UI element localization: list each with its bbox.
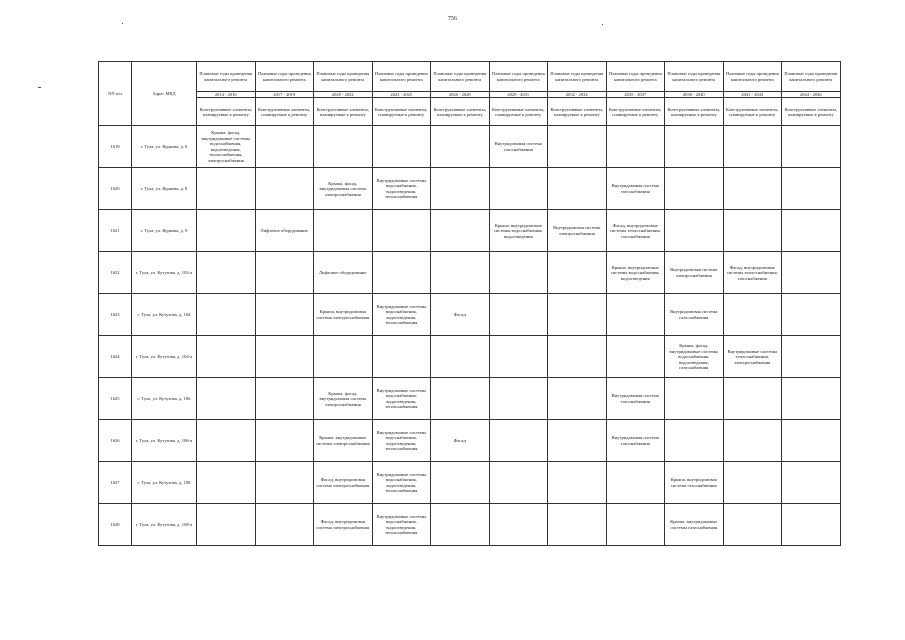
repair-cell	[489, 336, 548, 378]
repair-cell: Крыша, внутридомовая система электроснабжения	[314, 294, 373, 336]
elements-header: Конструктивные элементы, планируемые к ремонту	[606, 98, 665, 126]
repair-cell: Крыша, фасад, внутридомовая система электроснабжения	[314, 168, 373, 210]
period-header: Плановые годы проведения капитального ремонта	[723, 62, 782, 92]
repair-cell: Крыша, внутридомовые системы водоснабжения, водоотведения	[606, 252, 665, 294]
period-header: Плановые годы проведения капитального ремонта	[314, 62, 373, 92]
table-row	[99, 462, 841, 504]
repair-cell: Внутридомовая система газоснабжения	[606, 168, 665, 210]
repair-cell	[489, 294, 548, 336]
repair-cell	[548, 504, 607, 546]
repair-cell: Фасад, внутридомовые системы теплоснабжения, газоснабжения	[723, 252, 782, 294]
period-years: 2020 - 2022	[314, 92, 373, 98]
repair-cell	[431, 378, 490, 420]
period-header: Плановые годы проведения капитального ремонта	[782, 62, 841, 92]
repair-cell	[255, 252, 314, 294]
repair-cell	[489, 168, 548, 210]
repair-cell	[255, 420, 314, 462]
repair-cell	[723, 462, 782, 504]
table-row	[99, 336, 841, 378]
repair-cell	[314, 336, 373, 378]
elements-header: Конструктивные элементы, планируемые к ремонту	[665, 98, 724, 126]
repair-cell	[431, 462, 490, 504]
repair-cell	[548, 378, 607, 420]
period-years: 2026 - 2028	[431, 92, 490, 98]
repair-cell	[197, 168, 256, 210]
repair-cell	[197, 294, 256, 336]
repair-cell	[782, 126, 841, 168]
repair-cell	[548, 336, 607, 378]
repair-cell	[197, 378, 256, 420]
period-years: 2041 - 2043	[723, 92, 782, 98]
table-row	[99, 126, 841, 168]
table-row	[99, 504, 841, 546]
repair-cell	[782, 168, 841, 210]
repair-cell	[548, 462, 607, 504]
repair-cell: Фасад, внутридомовые системы теплоснабжения, газоснабжения	[606, 210, 665, 252]
repair-cell	[197, 420, 256, 462]
repair-cell	[489, 462, 548, 504]
period-years: 2035 - 2037	[606, 92, 665, 98]
repair-cell	[548, 126, 607, 168]
period-years: 2029 - 2031	[489, 92, 548, 98]
period-header: Плановые годы проведения капитального ремонта	[431, 62, 490, 92]
repair-cell	[255, 336, 314, 378]
row-number: 1625	[99, 378, 132, 420]
period-years: 2023 - 2025	[372, 92, 431, 98]
period-header: Плановые годы проведения капитального ремонта	[665, 62, 724, 92]
table-row	[99, 378, 841, 420]
repair-cell: Внутридомовые системы водоснабжения, водоотведения, теплоснабжения	[372, 462, 431, 504]
repair-cell	[431, 252, 490, 294]
repair-cell: Крыша, внутридомовые системы электроснабжения	[314, 420, 373, 462]
repair-cell	[255, 168, 314, 210]
repair-cell	[723, 378, 782, 420]
elements-header: Конструктивные элементы, планируемые к ремонту	[431, 98, 490, 126]
repair-cell	[197, 252, 256, 294]
repair-cell: Лифтовое оборудование	[255, 210, 314, 252]
table-header	[99, 62, 841, 126]
repair-cell	[723, 126, 782, 168]
repair-cell	[372, 126, 431, 168]
repair-cell: Внутридомовая система газоснабжения	[665, 294, 724, 336]
address-column-header: Адрес МКД	[132, 62, 197, 126]
scan-speck	[38, 87, 41, 88]
repair-cell: Внутридомовая система газоснабжения	[489, 126, 548, 168]
repair-cell: Внутридомовые системы водоснабжения, водоотведения, теплоснабжения	[372, 504, 431, 546]
table-row	[99, 210, 841, 252]
repair-cell	[782, 378, 841, 420]
repair-cell	[723, 420, 782, 462]
repair-cell: Фасад	[431, 294, 490, 336]
table-row	[99, 168, 841, 210]
row-number: 1628	[99, 504, 132, 546]
repair-cell	[431, 336, 490, 378]
repair-cell	[431, 126, 490, 168]
repair-cell	[255, 462, 314, 504]
repair-cell: Крыша, внутридомовые системы водоснабжения, водоотведения	[489, 210, 548, 252]
elements-header: Конструктивные элементы, планируемые к ремонту	[782, 98, 841, 126]
row-number: 1623	[99, 294, 132, 336]
period-header: Плановые годы проведения капитального ремонта	[489, 62, 548, 92]
repair-cell	[782, 210, 841, 252]
elements-header: Конструктивные элементы, планируемые к ремонту	[723, 98, 782, 126]
scan-speck	[122, 23, 123, 24]
repair-cell: Внутридомовые системы водоснабжения, водоотведения, теплоснабжения	[372, 168, 431, 210]
elements-header: Конструктивные элементы, планируемые к ремонту	[255, 98, 314, 126]
period-years: 2014 - 2016	[197, 92, 256, 98]
period-header: Плановые годы проведения капитального ремонта	[372, 62, 431, 92]
period-header: Плановые годы проведения капитального ремонта	[197, 62, 256, 92]
repair-cell: Лифтовое оборудование	[314, 252, 373, 294]
repair-cell	[548, 168, 607, 210]
row-address: г. Тула, ул. Кутузова, д. 106-а	[132, 420, 197, 462]
period-years: 2032 - 2034	[548, 92, 607, 98]
elements-header: Конструктивные элементы, планируемые к ремонту	[197, 98, 256, 126]
repair-cell: Внутридомовая система газоснабжения	[606, 378, 665, 420]
row-address: г. Тула, ул. Куркова, д. 9	[132, 210, 197, 252]
page-number: 756	[448, 16, 457, 22]
repair-cell	[548, 294, 607, 336]
repair-cell	[431, 168, 490, 210]
elements-header: Конструктивные элементы, планируемые к ремонту	[372, 98, 431, 126]
repair-cell	[782, 504, 841, 546]
table-row	[99, 252, 841, 294]
repair-cell	[548, 420, 607, 462]
repair-cell	[723, 504, 782, 546]
period-header: Плановые годы проведения капитального ремонта	[548, 62, 607, 92]
repair-cell	[723, 210, 782, 252]
row-address: г. Тула, ул. Кутузова, д. 102-а	[132, 252, 197, 294]
table-row	[99, 420, 841, 462]
repair-cell	[431, 504, 490, 546]
repair-cell	[197, 210, 256, 252]
repair-cell: Крыша, внутридомовая система газоснабжения	[665, 462, 724, 504]
repair-cell: Внутридомовые системы водоснабжения, водоотведения, теплоснабжения	[372, 420, 431, 462]
repair-cell: Внутридомовая система электроснабжения	[665, 252, 724, 294]
repair-cell	[548, 252, 607, 294]
repair-cell	[314, 126, 373, 168]
repair-cell	[372, 210, 431, 252]
row-address: г. Тула, ул. Куркова, д. 8	[132, 168, 197, 210]
repair-cell	[489, 378, 548, 420]
repair-cell	[197, 504, 256, 546]
row-number: 1620	[99, 168, 132, 210]
row-number: 1619	[99, 126, 132, 168]
repair-cell	[372, 336, 431, 378]
capital-repair-schedule-table	[98, 61, 841, 546]
row-number: 1627	[99, 462, 132, 504]
period-header: Плановые годы проведения капитального ремонта	[255, 62, 314, 92]
repair-cell: Фасад, внутридомовая система электроснабжения	[314, 504, 373, 546]
repair-cell	[314, 210, 373, 252]
repair-cell: Внутридомовая система электроснабжения	[548, 210, 607, 252]
repair-cell	[782, 294, 841, 336]
repair-cell	[665, 378, 724, 420]
repair-cell	[782, 252, 841, 294]
repair-cell: Крыша, фасад, внутридомовая система электроснабжения	[314, 378, 373, 420]
scan-speck	[602, 24, 603, 25]
row-address: г. Тула, ул. Кутузова, д. 106	[132, 378, 197, 420]
repair-cell	[782, 336, 841, 378]
repair-cell: Крыша, фасад, внутридомовые системы водоснабжения, водоотведения, теплоснабжения, электроснабжения	[197, 126, 256, 168]
repair-cell	[197, 462, 256, 504]
repair-cell	[606, 336, 665, 378]
repair-cell: Внутридомовые системы водоснабжения, водоотведения, теплоснабжения	[372, 378, 431, 420]
repair-cell	[606, 294, 665, 336]
repair-cell: Крыша, внутридомовые системы газоснабжения	[665, 504, 724, 546]
repair-cell	[665, 126, 724, 168]
repair-cell: Фасад, внутридомовая система электроснабжения	[314, 462, 373, 504]
repair-cell	[489, 504, 548, 546]
repair-cell	[606, 504, 665, 546]
row-number: 1626	[99, 420, 132, 462]
repair-cell	[606, 126, 665, 168]
repair-cell	[255, 294, 314, 336]
elements-header: Конструктивные элементы, планируемые к ремонту	[489, 98, 548, 126]
row-address: г. Тула, ул. Кутузова, д. 104-а	[132, 336, 197, 378]
repair-cell	[606, 462, 665, 504]
row-number: 1622	[99, 252, 132, 294]
elements-header: Конструктивные элементы, планируемые к ремонту	[548, 98, 607, 126]
repair-cell: Крыша, фасад, внутридомовые системы водоснабжения, водоотведения, газоснабжения	[665, 336, 724, 378]
row-address: г. Тула, ул. Кутузова, д. 108-а	[132, 504, 197, 546]
table-row	[99, 294, 841, 336]
repair-cell	[197, 336, 256, 378]
repair-cell	[665, 168, 724, 210]
row-number: 1624	[99, 336, 132, 378]
repair-cell	[255, 378, 314, 420]
row-address: г. Тула, ул. Кутузова, д. 104	[132, 294, 197, 336]
repair-cell	[255, 504, 314, 546]
repair-cell	[665, 420, 724, 462]
repair-cell	[489, 252, 548, 294]
repair-cell	[372, 252, 431, 294]
repair-cell	[782, 420, 841, 462]
repair-cell: Фасад	[431, 420, 490, 462]
repair-cell	[665, 210, 724, 252]
repair-cell: Внутридомовые системы водоснабжения, водоотведения, теплоснабжения	[372, 294, 431, 336]
period-years: 2038 - 2040	[665, 92, 724, 98]
repair-cell	[723, 168, 782, 210]
row-address: г. Тула, ул. Куркова, д. 6	[132, 126, 197, 168]
repair-cell	[723, 294, 782, 336]
repair-cell	[782, 462, 841, 504]
repair-cell: Внутридомовые системы теплоснабжения, электроснабжения	[723, 336, 782, 378]
row-number: 1621	[99, 210, 132, 252]
period-years: 2044 - 2046	[782, 92, 841, 98]
table-body	[99, 126, 841, 546]
repair-cell: Внутридомовая система газоснабжения	[606, 420, 665, 462]
period-years: 2017 - 2019	[255, 92, 314, 98]
repair-cell	[489, 420, 548, 462]
elements-header: Конструктивные элементы, планируемые к ремонту	[314, 98, 373, 126]
num-column-header: NN п/п	[99, 62, 132, 126]
repair-cell	[431, 210, 490, 252]
period-header: Плановые годы проведения капитального ремонта	[606, 62, 665, 92]
repair-cell	[255, 126, 314, 168]
row-address: г. Тула, ул. Кутузова, д. 108	[132, 462, 197, 504]
